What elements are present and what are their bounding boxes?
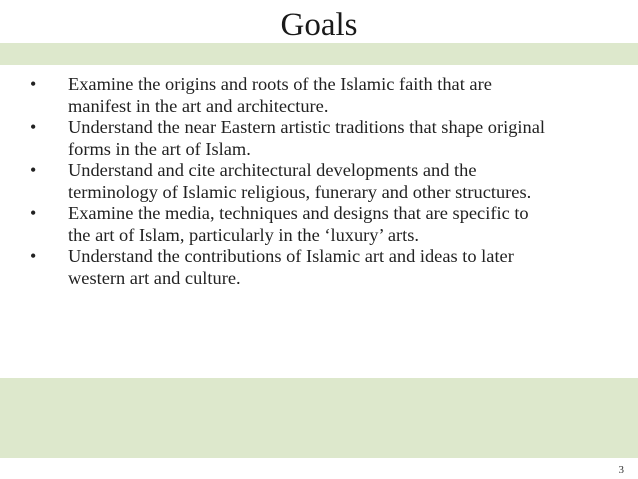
footer-band: [0, 378, 638, 458]
bullet-item: [30, 203, 630, 246]
bullet-icon: •: [30, 74, 37, 94]
bullet-text-line: Understand the near Eastern artistic traditions that shape original: [68, 117, 545, 137]
bullet-text-line: terminology of Islamic religious, funerary and other structures.: [68, 181, 532, 202]
bullet-text-line: western art and culture.: [68, 267, 241, 288]
slide-title: Goals: [280, 7, 358, 43]
bullet-item: [30, 160, 630, 203]
bullet-icon: •: [30, 117, 37, 137]
bullet-icon: •: [30, 203, 37, 223]
bullet-text-line: Understand and cite architectural developments and the: [68, 160, 477, 180]
header-band: [0, 43, 638, 65]
bullet-text-line: forms in the art of Islam.: [68, 138, 251, 159]
bullet-item: [30, 246, 630, 289]
bullet-text-line: Understand the contributions of Islamic art and ideas to later: [68, 246, 514, 266]
bullet-item: [30, 117, 630, 160]
bullet-text-line: Examine the origins and roots of the Islamic faith that are: [68, 74, 492, 94]
bullet-item: [30, 74, 630, 117]
bullet-list: [30, 74, 630, 289]
bullet-text-line: Examine the media, techniques and designs that are specific to: [68, 203, 529, 223]
bullet-icon: •: [30, 160, 37, 180]
bullet-icon: •: [30, 246, 37, 266]
bullet-text-line: the art of Islam, particularly in the ‘luxury’ arts.: [68, 224, 420, 245]
bullet-text-line: manifest in the art and architecture.: [68, 95, 329, 116]
page-number: 3: [618, 464, 624, 476]
